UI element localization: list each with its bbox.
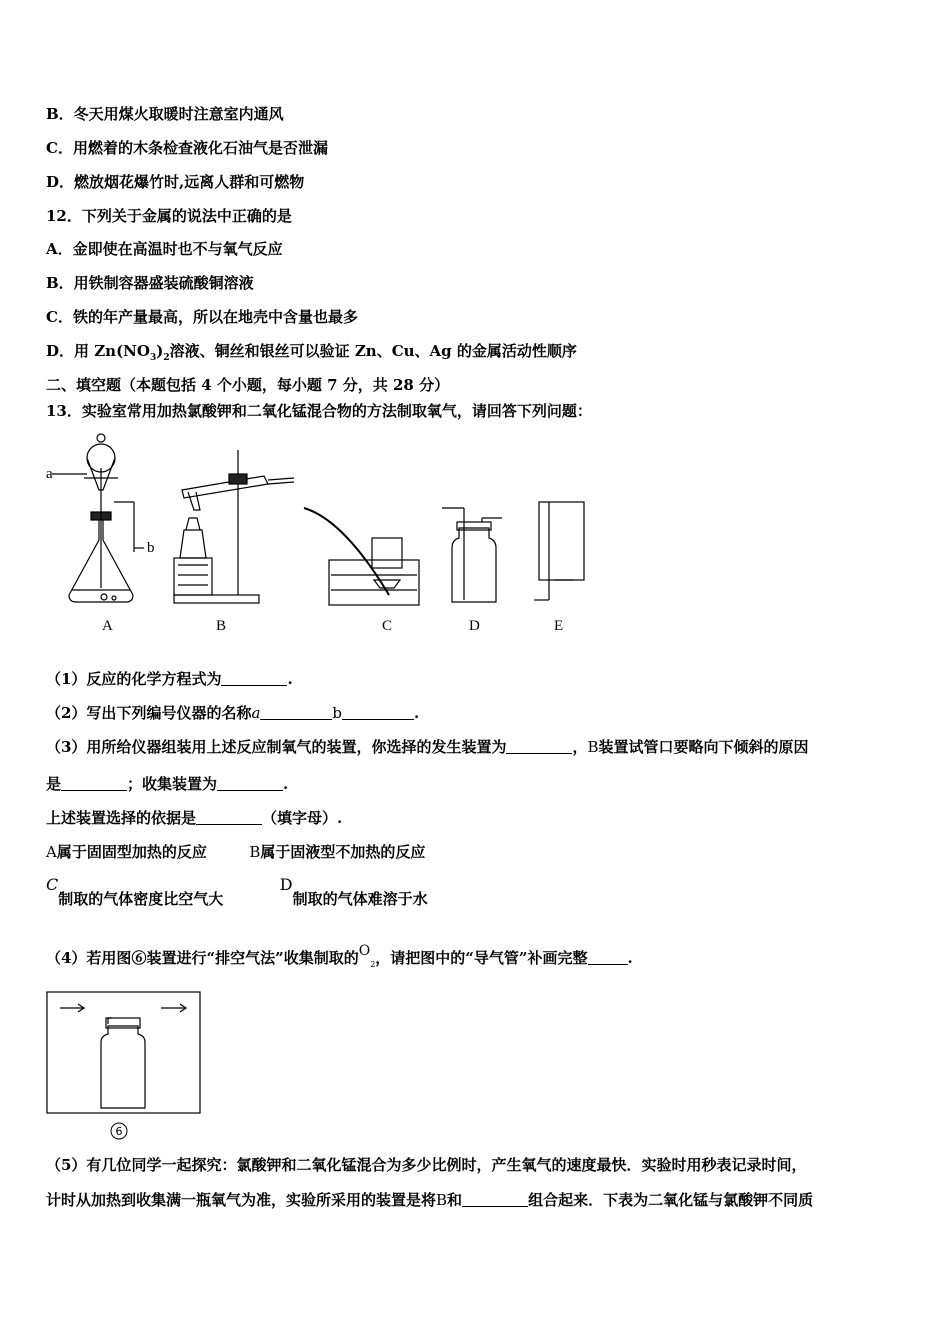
- apparatus-figure: [44, 430, 604, 635]
- q12-option-d-post: 溶液、铜丝和银丝可以验证 Zn、Cu、Ag 的金属活动性顺序: [169, 342, 577, 360]
- label-A: A: [102, 618, 113, 634]
- q13-part4: （4）若用图⑥装置进行“排空气法”收集制取的$O_2$，请把图中的“导气管”补画完整 .: [46, 943, 633, 969]
- apparatus-e: [534, 502, 584, 600]
- label-E: E: [554, 618, 564, 634]
- svg-text:6: 6: [115, 1125, 123, 1138]
- q12-option-d: [46, 340, 577, 363]
- apparatus-b: [174, 450, 294, 603]
- apparatus-a: [52, 434, 144, 602]
- q11-option-b: B．冬天用煤火取暖时注意室内通风: [46, 105, 284, 123]
- q13-stem: 13．实验室常用加热氯酸钾和二氧化锰混合物的方法制取氧气，请回答下列问题：: [46, 402, 592, 420]
- apparatus-d: [442, 508, 502, 602]
- q13-part5-line2: 计时从加热到收集满一瓶氧气为准，实验所采用的装置是将B和 组合起来．下表为二氧化锰与氯酸钾不同质: [46, 1191, 814, 1209]
- label-D: D: [469, 618, 480, 634]
- label-C: C: [382, 618, 393, 634]
- q13-part3-cont: 是 ；收集装置为 .: [46, 775, 289, 793]
- label-B: B: [216, 618, 227, 634]
- q12-option-d-pre: D．用 Zn(NO: [46, 342, 150, 360]
- label-b: b: [147, 540, 155, 556]
- q12-option-c: C．铁的年产量最高，所以在地壳中含量也最多: [46, 308, 358, 326]
- q12-sub-3: 3: [149, 353, 157, 363]
- q13-basis: 上述装置选择的依据是 （填字母）.: [46, 809, 343, 827]
- q11-option-d: D．燃放烟花爆竹时,远离人群和可燃物: [46, 173, 305, 191]
- q13-part3: （3）用所给仪器组装用上述反应制氧气的装置，你选择的发生装置为 ，B装置试管口要略向下倾斜的原因: [46, 738, 809, 756]
- label-a: a: [46, 466, 53, 482]
- q13-part2: （2）写出下列编号仪器的名称a b .: [46, 704, 420, 722]
- q13-choices-ab: A属于固固型加热的反应 B属于固液型不加热的反应: [46, 843, 426, 861]
- q12-option-a: A．金即使在高温时也不与氧气反应: [46, 240, 283, 258]
- q12-option-b: B．用铁制容器盛装硫酸铜溶液: [46, 274, 254, 292]
- q11-option-c: C．用燃着的木条检查液化石油气是否泄漏: [46, 139, 328, 157]
- q13-part5-line1: （5）有几位同学一起探究：氯酸钾和二氧化锰混合为多少比例时，产生氧气的速度最快．实验时用秒表记录时间，: [46, 1156, 807, 1174]
- figure-6: [46, 990, 206, 1140]
- apparatus-c: [304, 508, 419, 605]
- q13-choices-cd: C制取的气体密度比空气大 D制取的气体难溶于水: [46, 875, 428, 908]
- q12-sub-2: 2: [163, 353, 170, 363]
- q12-close-paren: ): [156, 342, 164, 360]
- section-heading: 二、填空题（本题包括 4 个小题，每小题 7 分，共 28 分）: [46, 376, 450, 394]
- q13-part1: （1）反应的化学方程式为 .: [46, 670, 293, 688]
- q12-stem: 12．下列关于金属的说法中正确的是: [46, 207, 292, 225]
